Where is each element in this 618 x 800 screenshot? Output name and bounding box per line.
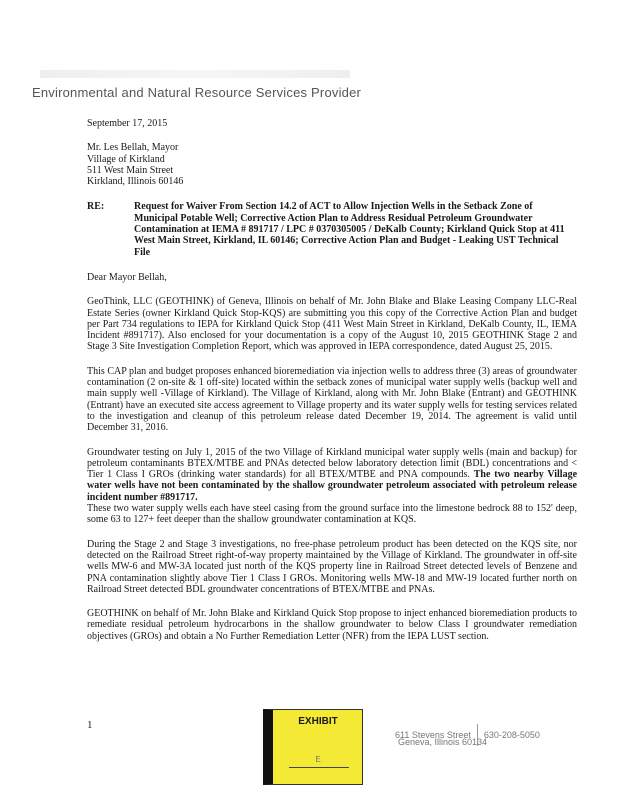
recipient-line: 511 West Main Street bbox=[87, 164, 174, 176]
subject-label: RE: bbox=[87, 201, 105, 213]
recipient-line: Village of Kirkland bbox=[87, 153, 165, 165]
paragraph-text: These two water supply wells each have steel casing from the ground surface into the limestone bedrock 88 to 152' deep, some 63 to 127+ feet deeper than the shallow groundwater contamination at KQS. bbox=[87, 503, 577, 526]
footer-phone: 630-208-5050 bbox=[483, 730, 540, 740]
letterhead-faded-logo bbox=[40, 70, 350, 78]
paragraph: GeoThink, LLC (GEOTHINK) of Geneva, Illinois on behalf of Mr. John Blake and Blake Leasing Company LLC-Real Estate Series (owner Kirkland Quick Stop-KQS) are submitting you this copy of the Corrective Action Plan and budget per Part 734 regulations to IEPA for Kirkland Quick Stop (411 West Main Street in Kirkland, DeKalb County, IL, IEMA Incident #891717). Also enclosed for your documentation is a copy of the August 10, 2015 GEOTHINK Stage 2 and Stage 3 Site Investigation Completion Report, which was approved in IEPA correspondence, dated August 25, 2015. bbox=[87, 296, 577, 353]
exhibit-letter: E bbox=[315, 755, 321, 764]
paragraph-text: Groundwater testing on July 1, 2015 of the two Village of Kirkland municipal water supply wells (main and backup) for petroleum contaminants BTEX/MTBE and PNAs detected below laboratory detection limit (BDL) concentrations and < Tier 1 Class I GROs (drinking water standards) for all BTEX/MTBE and PNA compounds. bbox=[87, 446, 577, 481]
recipient-line: Kirkland, Illinois 60146 bbox=[87, 176, 184, 188]
page-number: 1 bbox=[87, 719, 93, 731]
paragraph bbox=[87, 447, 577, 526]
footer-street: 611 Stevens Street bbox=[395, 730, 471, 740]
footer-contact bbox=[395, 724, 575, 748]
paragraph: GEOTHINK on behalf of Mr. John Blake and Kirkland Quick Stop propose to inject enhanced bioremediation products to remediate residual petroleum hydrocarbons in the shallow groundwater to below Class I groundwater remediation objectives (GROs) and obtain a No Further Remediation Letter (NFR) from the IEPA LUST section. bbox=[87, 608, 577, 642]
recipient-address bbox=[87, 142, 577, 187]
letterhead-tagline: Environmental and Natural Resource Services Provider bbox=[32, 85, 362, 100]
salutation: Dear Mayor Bellah, bbox=[87, 271, 167, 283]
exhibit-title: EXHIBIT bbox=[298, 716, 338, 727]
exhibit-sticker bbox=[263, 709, 363, 785]
letter-body bbox=[87, 118, 577, 642]
exhibit-underline bbox=[289, 767, 349, 768]
paragraph: During the Stage 2 and Stage 3 investigations, no free-phase petroleum product has been detected on the KQS site, nor detected on the Railroad Street right-of-way property maintained by the Village of Kirkland. The groundwater in off-site wells MW-6 and MW-3A located just north of the KQS property line in Railroad Street detected levels of Benzene and PNA contamination slightly above Tier 1 Class I GROs. Monitoring wells MW-18 and MW-19 located further north on Railroad Street detected BDL groundwater concentrations of BTEX/MTBE and PNAs. bbox=[87, 538, 577, 595]
footer-city: Geneva, Illinois 60134 bbox=[398, 737, 488, 747]
letter-date: September 17, 2015 bbox=[87, 118, 168, 129]
paragraph-bold-text: The two nearby Village water wells have not been contaminated by the shallow groundwater petroleum associated with petroleum release incident number #891717. bbox=[87, 469, 578, 503]
recipient-line: Mr. Les Bellah, Mayor bbox=[87, 142, 179, 154]
subject-text: Request for Waiver From Section 14.2 of ACT to Allow Injection Wells in the Setback Zone of Municipal Potable Well; Corrective Action Plan to Address Residual Petroleum Groundwater Contamination at IEMA # 891717 / LPC # 0370305005 / DeKalb County; Kirkland Quick Stop at 411 West Main Street, Kirkland, IL 60146; Corrective Action Plan and Budget - Leaking UST Technical File bbox=[134, 201, 565, 258]
subject-block bbox=[87, 201, 577, 257]
paragraph: This CAP plan and budget proposes enhanced bioremediation via injection wells to address three (3) areas of groundwater contamination (2 on-site & 1 off-site) located within the setback zones of municipal water supply wells (backup well and main supply well -Village of Kirkland). The Village of Kirkland, along with Mr. John Blake (Entrant) and GEOTHINK (Entrant) have an executed site access agreement to Village property and its water supply wells for testing services related to the investigation and cleanup of this petroleum release dated December 19, 2014. The agreement is valid until December 31, 2016. bbox=[87, 365, 577, 434]
